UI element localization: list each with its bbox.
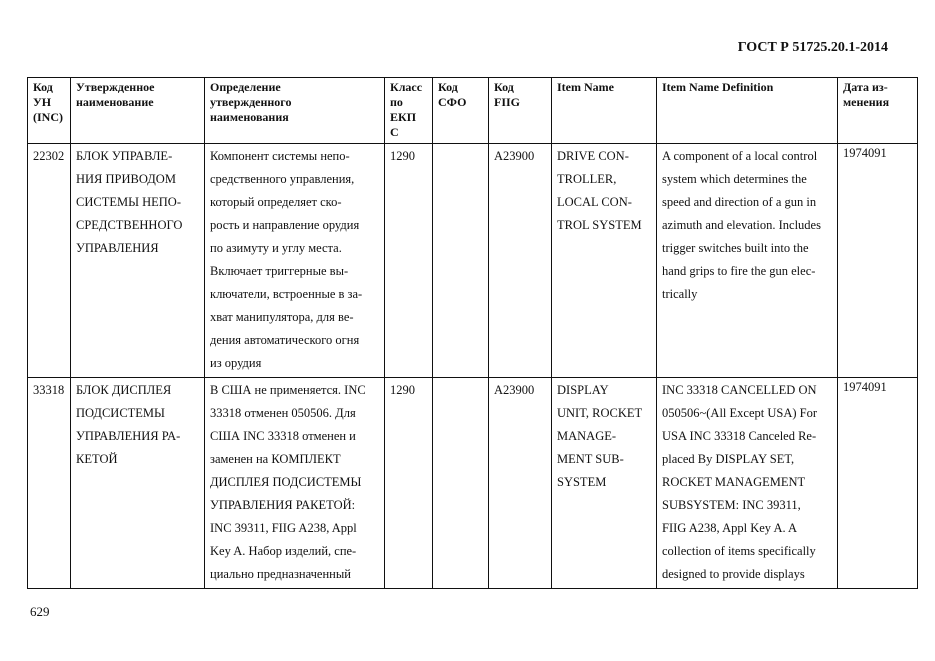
text-line: ПОДСИСТЕМЫ [76,406,165,420]
text-line: БЛОК ДИСПЛЕЯ [76,383,172,397]
cell-item-name-definition [657,378,838,589]
text-line: заменен на КОМПЛЕКТ [210,452,341,466]
table-row [28,378,918,589]
text-line: LOCAL CON- [557,195,632,209]
text-line: A component of a local control [662,149,818,163]
text-line: TROLLER, [557,172,617,186]
text-line: НИЯ ПРИВОДОМ [76,172,176,186]
text-line: DRIVE CON- [557,149,629,163]
text-line: С [390,125,399,139]
cell-sfo [433,378,489,589]
text-line: trically [662,287,698,301]
page-number: 629 [30,604,50,619]
catalog-table [27,77,918,589]
text-line: СФО [438,95,467,109]
cell-change-date: 1974091 [838,144,918,378]
text-line: MENT SUB- [557,452,624,466]
table-header-row [28,78,918,144]
text-line: ЕКП [390,110,417,124]
text-line: system which determines the [662,172,807,186]
text-line: ключатели, встроенные в за- [210,287,363,301]
text-line: Код [33,80,53,94]
col-header-fiig [489,78,552,144]
cell-fiig: A23900 [489,378,552,589]
cell-class: 1290 [385,378,433,589]
text-line: Определение [210,80,281,94]
col-header-class [385,78,433,144]
text-line: СИСТЕМЫ НЕПО- [76,195,181,209]
text-line: DISPLAY [557,383,609,397]
col-header-approved-name [71,78,205,144]
text-line: SYSTEM [557,475,607,489]
text-line: из орудия [210,356,262,370]
cell-class: 1290 [385,144,433,378]
text-line: 33318 отменен 050506. Для [210,406,356,420]
text-line: placed By DISPLAY SET, [662,452,795,466]
text-line: хват манипулятора, для ве- [210,310,354,324]
text-line: Утвержденное [76,80,155,94]
cell-approved-name [71,144,205,378]
text-line: designed to provide displays [662,567,805,581]
text-line: TROL SYSTEM [557,218,642,232]
text-line: наименования [210,110,289,124]
text-line: trigger switches built into the [662,241,809,255]
text-line: ДИСПЛЕЯ ПОДСИСТЕМЫ [210,475,362,489]
text-line: 050506~(All Except USA) For [662,406,818,420]
cell-approved-name [71,378,205,589]
text-line: Компонент системы непо- [210,149,350,163]
text-line: циально предназначенный [210,567,351,581]
text-line: azimuth and elevation. Includes [662,218,821,232]
text-line: Item Name Definition [662,80,774,94]
text-line: по [390,95,403,109]
text-line: FIIG A238, Appl Key A. A [662,521,798,535]
text-line: УН [33,95,52,109]
col-header-change-date [838,78,918,144]
text-line: Код [494,80,514,94]
text-line: по азимуту и углу места. [210,241,342,255]
text-line: В США не применяется. INC [210,383,366,397]
cell-item-name [552,378,657,589]
text-line: США INC 33318 отменен и [210,429,356,443]
text-line: Включает триггерные вы- [210,264,349,278]
text-line: MANAGE- [557,429,617,443]
text-line: Класс [390,80,423,94]
text-line: УПРАВЛЕНИЯ [76,241,159,255]
text-line: UNIT, ROCKET [557,406,643,420]
text-line: УПРАВЛЕНИЯ РА- [76,429,181,443]
text-line: ROCKET MANAGEMENT [662,475,806,489]
cell-item-name-definition [657,144,838,378]
text-line: наименование [76,95,154,109]
text-line: FIIG [494,95,521,109]
text-line: hand grips to fire the gun elec- [662,264,816,278]
text-line: collection of items specifically [662,544,816,558]
text-line: Код [438,80,458,94]
cell-definition [205,378,385,589]
cell-code: 33318 [28,378,71,589]
text-line: SUBSYSTEM: INC 39311, [662,498,801,512]
col-header-definition [205,78,385,144]
text-line: дения автоматического огня [210,333,360,347]
text-line: утвержденного [210,95,292,109]
text-line: Дата из- [843,80,888,94]
text-line: (INC) [33,110,63,124]
cell-definition [205,144,385,378]
document-standard-header: ГОСТ Р 51725.20.1-2014 [737,40,888,55]
table-row [28,144,918,378]
text-line: speed and direction of a gun in [662,195,817,209]
text-line: Key A. Набор изделий, спе- [210,544,357,558]
text-line: INC 33318 CANCELLED ON [662,383,817,397]
text-line: USA INC 33318 Canceled Re- [662,429,817,443]
col-header-item-name-definition [657,78,838,144]
text-line: INC 39311, FIIG A238, Appl [210,521,357,535]
text-line: менения [843,95,890,109]
text-line: который определяет ско- [210,195,342,209]
text-line: СРЕДСТВЕННОГО [76,218,183,232]
text-line: УПРАВЛЕНИЯ РАКЕТОЙ: [210,498,356,512]
text-line: Item Name [557,80,614,94]
cell-fiig: A23900 [489,144,552,378]
cell-sfo [433,144,489,378]
col-header-sfo [433,78,489,144]
cell-change-date: 1974091 [838,378,918,589]
text-line: средственного управления, [210,172,355,186]
text-line: КЕТОЙ [76,452,118,466]
col-header-code [28,78,71,144]
cell-item-name [552,144,657,378]
cell-code: 22302 [28,144,71,378]
col-header-item-name [552,78,657,144]
text-line: рость и направление орудия [210,218,360,232]
text-line: БЛОК УПРАВЛЕ- [76,149,173,163]
